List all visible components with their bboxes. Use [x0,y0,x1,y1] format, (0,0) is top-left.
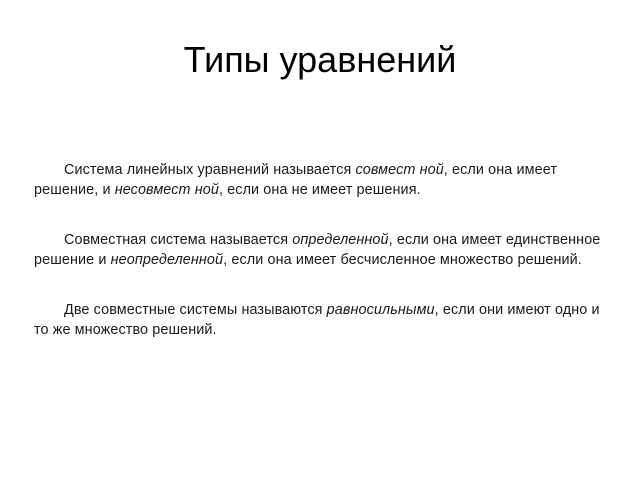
paragraph-3-text: , если они имеют одно и то же множество решений. [34,302,600,338]
term-inconsistent: несовмест ной [114,182,219,198]
term-indeterminate: неопределенной [110,252,224,268]
paragraph-3-text: Две совместные системы называются [64,302,327,318]
term-equivalent: равносильными [326,302,435,318]
paragraph-2-text: , если она имеет единственное решение и [34,232,601,268]
paragraph-2-text: , если она имеет бесчисленное множество решений. [223,252,582,268]
term-consistent: совмест ной [355,162,444,178]
slide-title: Типы уравнений [183,39,457,80]
paragraph-1-text: Система линейных уравнений называется [64,162,356,178]
paragraph-1 [34,160,614,200]
paragraph-3 [34,300,614,340]
paragraph-2 [34,230,614,270]
term-determinate: определенной [292,232,389,248]
slide-body [34,160,614,370]
paragraph-1-text: , если она имеет решение, и [34,162,558,198]
paragraph-2-text: Совместная система называется [64,232,293,248]
paragraph-1-text: , если она не имеет решения. [218,182,421,198]
